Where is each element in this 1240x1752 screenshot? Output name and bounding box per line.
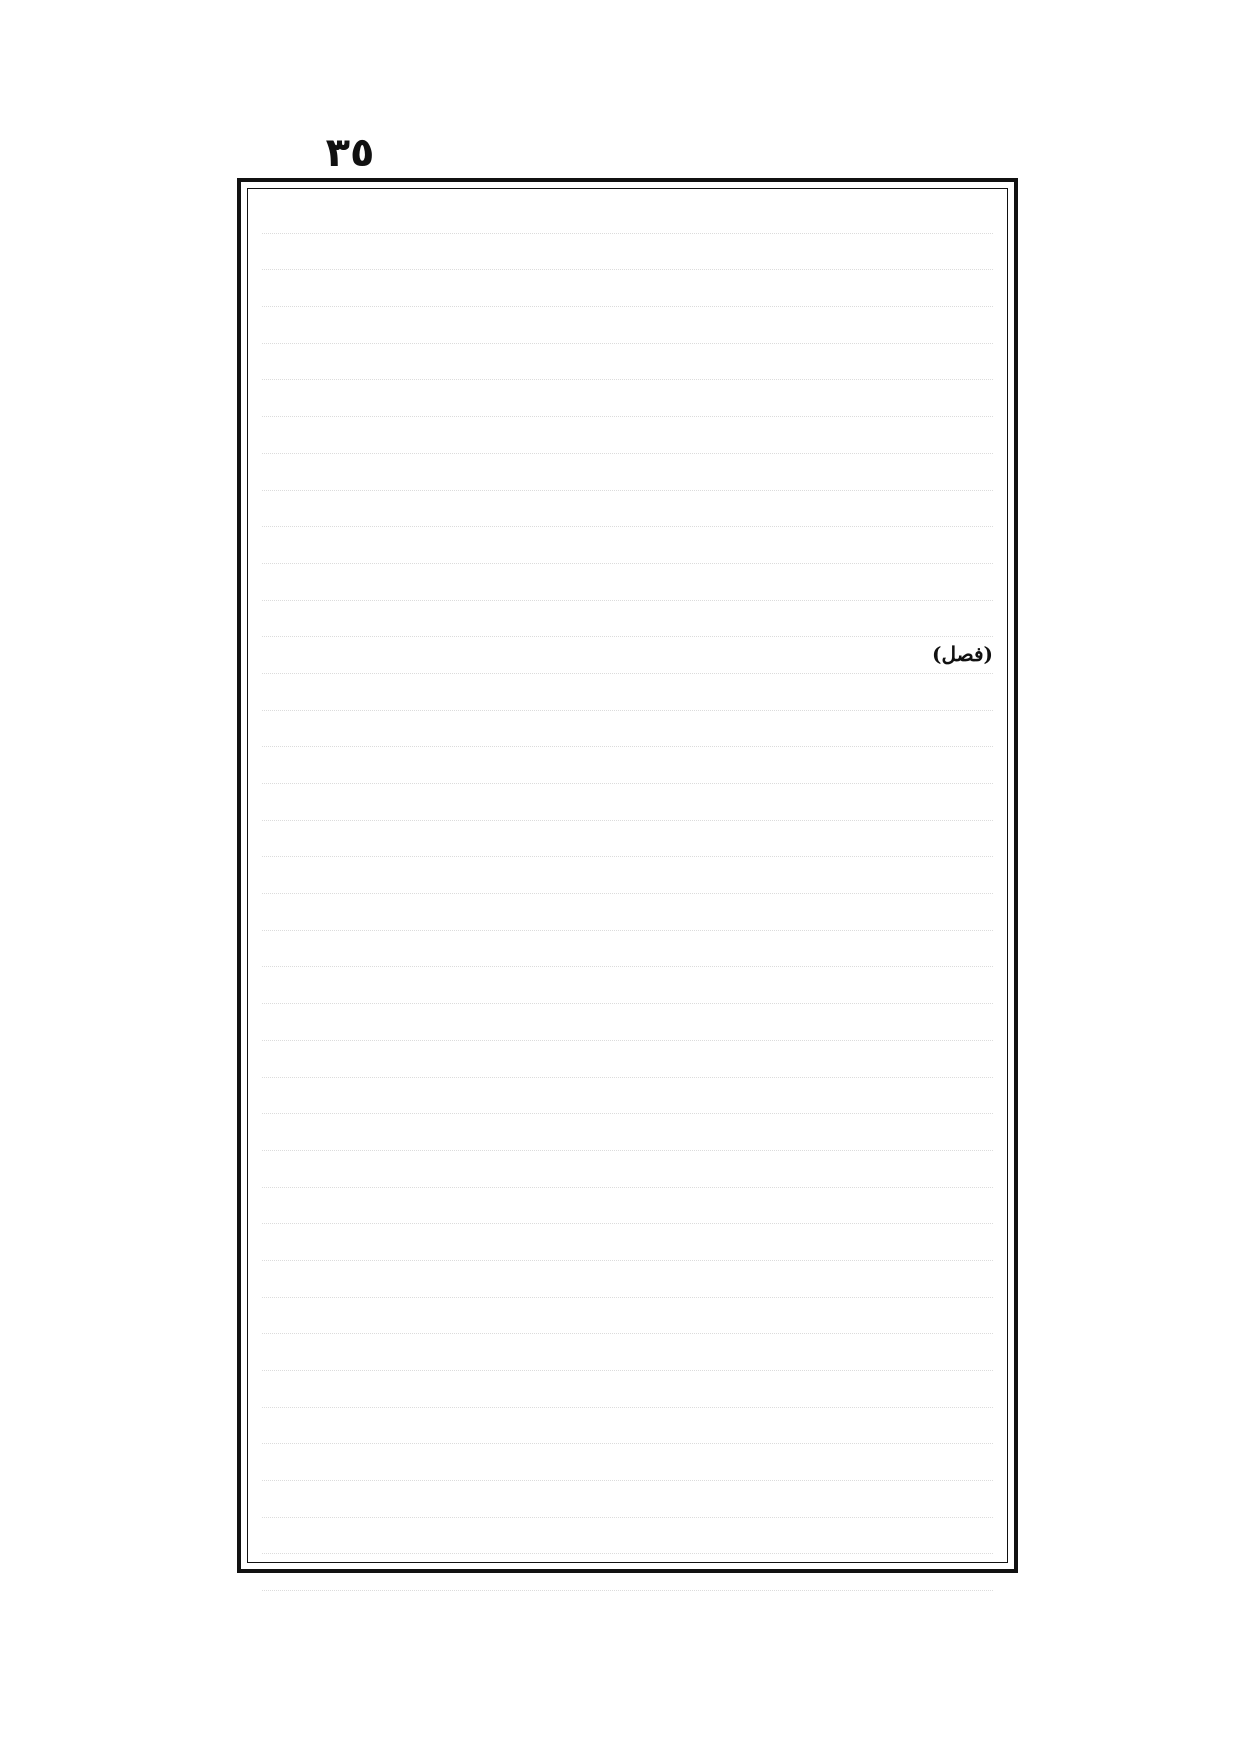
text-line xyxy=(262,1444,993,1481)
text-line xyxy=(262,674,993,711)
text-line xyxy=(262,454,993,491)
text-line xyxy=(262,601,993,638)
text-line xyxy=(262,894,993,931)
text-line xyxy=(262,1518,993,1555)
text-line xyxy=(262,747,993,784)
text-line xyxy=(262,1408,993,1445)
text-line xyxy=(262,307,993,344)
text-line xyxy=(262,1298,993,1335)
text-line xyxy=(262,564,993,601)
text-line xyxy=(262,1151,993,1188)
text-line xyxy=(262,197,993,234)
page-number: ٣٥ xyxy=(325,130,375,176)
text-line xyxy=(262,380,993,417)
text-line xyxy=(262,1261,993,1298)
text-line xyxy=(262,491,993,528)
text-line xyxy=(262,967,993,1004)
text-line xyxy=(262,270,993,307)
text-line xyxy=(262,1554,993,1591)
text-line xyxy=(262,234,993,271)
text-line xyxy=(262,344,993,381)
body-text xyxy=(262,197,993,1552)
text-line xyxy=(262,1188,993,1225)
text-line xyxy=(262,821,993,858)
section-heading-line xyxy=(262,637,993,674)
text-line xyxy=(262,1481,993,1518)
text-line xyxy=(262,1078,993,1115)
text-line xyxy=(262,857,993,894)
text-line xyxy=(262,711,993,748)
text-line xyxy=(262,784,993,821)
text-line xyxy=(262,1224,993,1261)
text-line xyxy=(262,417,993,454)
text-line xyxy=(262,1041,993,1078)
inner-page-border xyxy=(247,188,1008,1563)
text-line xyxy=(262,1371,993,1408)
page-border xyxy=(237,178,1018,1573)
text-line xyxy=(262,1004,993,1041)
text-line xyxy=(262,931,993,968)
text-line xyxy=(262,1334,993,1371)
section-heading: (فصل) xyxy=(932,642,993,667)
text-line xyxy=(262,527,993,564)
text-line xyxy=(262,1114,993,1151)
